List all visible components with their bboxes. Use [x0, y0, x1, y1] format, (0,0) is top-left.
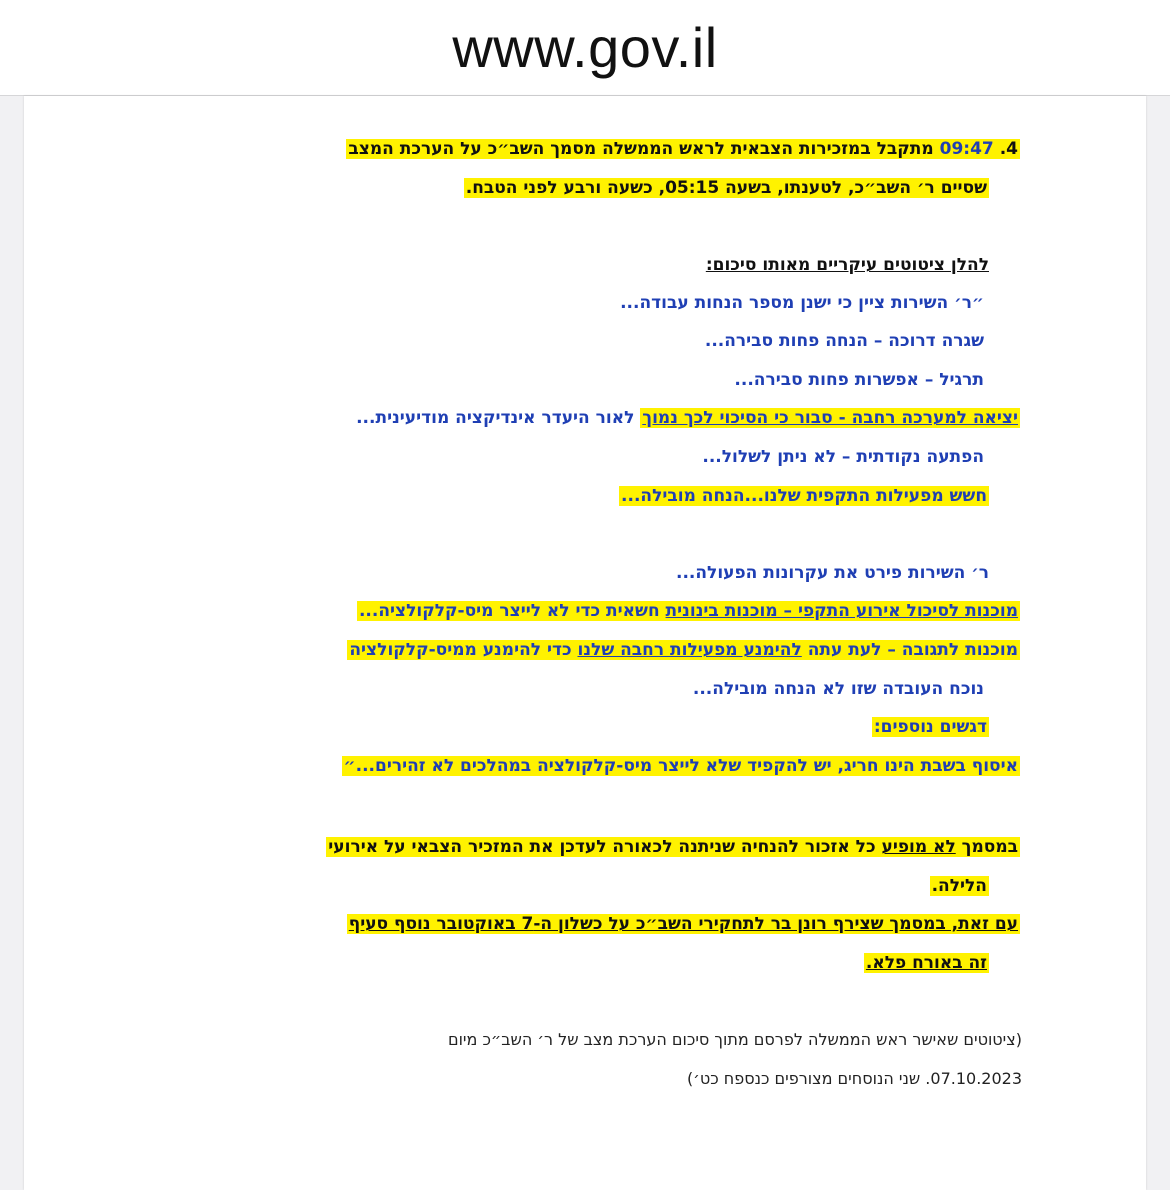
quote-3-text: תרגיל – אפשרות פחות סבירה... [734, 370, 984, 390]
principle-2 [347, 637, 1020, 663]
quote-4 [356, 405, 1020, 431]
quote-1 [620, 290, 984, 316]
item-line-1 [346, 136, 1020, 162]
quotes-heading [706, 252, 989, 278]
principle-3 [693, 676, 984, 702]
footnote-line-1 [448, 1027, 1022, 1053]
extra-heading [872, 714, 989, 740]
quote-5 [702, 444, 984, 470]
browser-address-bar[interactable] [0, 0, 1170, 96]
url-text: www.gov.il [452, 16, 718, 79]
item-line-2 [464, 175, 989, 201]
footnote-line-1-text: (ציטוטים שאישר ראש הממשלה לפרסם מתוך סיכום הערכת מצב של ר׳ השב״כ מיום [447, 1030, 1022, 1049]
footnote-line-2-text: 07.10.2023. שני הנוסחים מצורפים כנספח כט׳) [686, 1069, 1022, 1088]
extra-text [342, 753, 1020, 779]
principles-intro-text: ר׳ השירות פירט את עקרונות הפעולה... [675, 563, 989, 583]
principle-1 [357, 598, 1020, 624]
principle-2-end: כדי להימנע ממיס-קלקולציה [349, 640, 578, 660]
item-time: 09:47 [939, 139, 994, 159]
commentary-2-line-2 [864, 950, 989, 976]
quote-4-rest: לאור היעדר אינדיקציה מודיעינית... [356, 408, 641, 428]
commentary-1-line-2-text: הלילה. [931, 876, 987, 896]
quote-6 [619, 483, 989, 509]
principle-3-text: נוכח העובדה שזו לא הנחה מובילה... [692, 679, 984, 699]
commentary-1-start: במסמך [955, 837, 1018, 857]
principle-1-underlined: מוכנות לסיכול אירוע התקפי – מוכנות בינונית [665, 601, 1018, 621]
commentary-2-text: עם זאת, במסמך שצירף רונן בר לתחקירי השב״כ על כשלון ה-7 באוקטובר נוסף סעיף [348, 914, 1018, 934]
principle-2-underlined: להימנע מפעילות רחבה שלנו [577, 640, 802, 660]
document-page [24, 96, 1146, 1190]
item-number: 4. [999, 139, 1018, 159]
footnote-line-2 [687, 1066, 1022, 1092]
principle-1-rest: חשאית כדי לא לייצר מיס-קלקולציה... [358, 601, 666, 621]
commentary-2 [347, 911, 1020, 937]
commentary-1-line-2 [930, 873, 989, 899]
principle-2-start: מוכנות לתגובה – לעת עתה [801, 640, 1018, 660]
commentary-1-rest: כל אזכור להנחיה שניתנה לכאורה לעדכן את המזכיר הצבאי על אירועי [328, 837, 882, 857]
quote-5-text: הפתעה נקודתית – לא ניתן לשלול... [702, 447, 984, 467]
quote-4-highlighted: יציאה למערכה רחבה - סבור כי הסיכוי לכך נמוך [642, 408, 1018, 428]
commentary-2-line-2-text: זה באורח פלא. [865, 953, 987, 973]
item-line-2-text: שסיים ר׳ השב״כ, לטענתו, בשעה 05:15, כשעה ורבע לפני הטבח. [465, 178, 987, 198]
extra-heading-text: דגשים נוספים: [873, 717, 987, 737]
quote-2-text: שגרה דרוכה – הנחה פחות סבירה... [704, 331, 984, 351]
quote-3 [734, 367, 984, 393]
quote-1-text: ״ר׳ השירות ציין כי ישנן מספר הנחות עבודה... [620, 293, 984, 313]
extra-text-content: איסוף בשבת הינו חריג, יש להקפיד שלא לייצר מיס-קלקולציה במהלכים לא זהירים...״ [343, 756, 1018, 776]
item-line-1-text: מתקבל במזכירות הצבאית לראש הממשלה מסמך השב״כ על הערכת המצב [348, 139, 940, 159]
principles-intro [676, 560, 989, 586]
quote-2 [705, 328, 984, 354]
item-line-1-highlight [346, 139, 1020, 159]
quote-6-text: חשש מפעילות התקפית שלנו...הנחה מובילה... [621, 486, 987, 506]
quotes-heading-text: להלן ציטוטים עיקריים מאותו סיכום: [705, 255, 989, 275]
commentary-1 [326, 834, 1020, 860]
commentary-1-underlined: לא מופיע [881, 837, 956, 857]
